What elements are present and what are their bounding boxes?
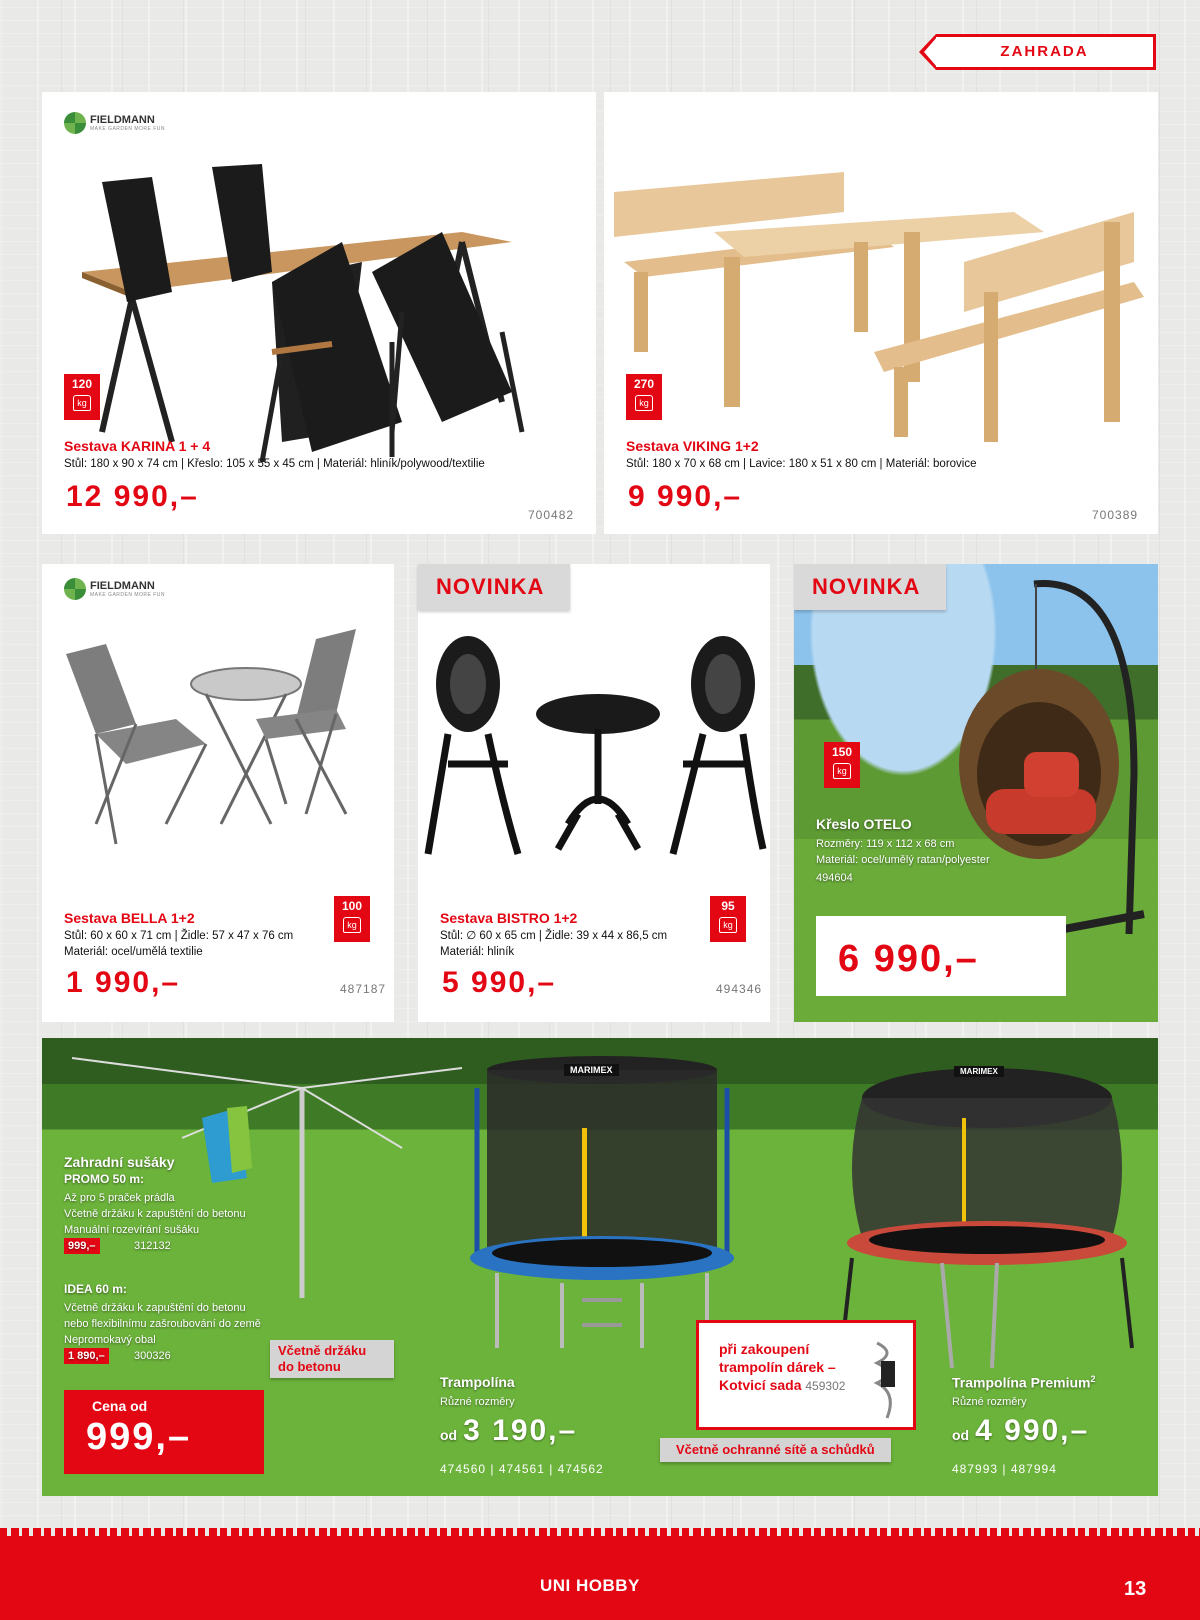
promo-code: 312132 <box>134 1240 171 1252</box>
product-desc: Rozměry: 119 x 112 x 68 cm <box>816 838 955 850</box>
weight-badge <box>334 896 370 942</box>
weight-icon: kg <box>635 395 653 411</box>
product-title: Sestava VIKING 1+2 <box>626 438 759 454</box>
gift-code: 459302 <box>805 1379 846 1393</box>
weight-badge <box>824 742 860 788</box>
product-price: 12 990,– <box>66 480 199 513</box>
weight-value: 100 <box>341 899 363 913</box>
od-label: od <box>440 1427 458 1443</box>
gift-line: při zakoupení <box>719 1341 810 1357</box>
product-material: Materiál: ocel/umělá textilie <box>64 946 203 958</box>
product-card-karina[interactable] <box>42 92 596 534</box>
product-desc: Stůl: ∅ 60 x 65 cm | Židle: 39 x 44 x 86,5 cm <box>440 930 668 942</box>
product-card-bistro[interactable] <box>418 564 770 1022</box>
promo-line: Až pro 5 praček prádla <box>64 1192 175 1204</box>
bistro-set-image <box>418 634 770 874</box>
gift-name <box>719 1377 845 1393</box>
from-price: 999,– <box>86 1416 192 1458</box>
section-label: ZAHRADA <box>1000 43 1089 60</box>
idea-code: 300326 <box>134 1350 171 1362</box>
section-tag <box>936 34 1156 70</box>
premium-price: 4 990,– <box>975 1414 1090 1447</box>
trampoline-image <box>462 1048 742 1358</box>
product-card-viking[interactable] <box>604 92 1158 534</box>
idea-title: IDEA 60 m: <box>64 1282 127 1296</box>
product-code: 700482 <box>528 508 575 522</box>
promo-line: Manuální rozevírání sušáku <box>64 1224 200 1236</box>
trampoline-codes: 474560 | 474561 | 474562 <box>440 1462 604 1476</box>
weight-value: 120 <box>71 377 93 391</box>
weight-icon: kg <box>73 395 91 411</box>
weight-icon: kg <box>719 917 737 933</box>
marimex-label: MARIMEX <box>564 1064 619 1076</box>
fieldmann-leaf-icon <box>64 112 86 134</box>
otelo-chair-image <box>944 574 1158 954</box>
trampoline-price: 3 190,– <box>463 1414 578 1447</box>
product-title: Křeslo OTELO <box>816 816 912 832</box>
unihobby-logo[interactable] <box>540 1576 660 1602</box>
product-price: 5 990,– <box>442 966 557 999</box>
promo-title: PROMO 50 m: <box>64 1172 145 1186</box>
product-desc: Stůl: 60 x 60 x 71 cm | Židle: 57 x 47 x 76 cm <box>64 930 294 942</box>
premium-title-text: Trampolína Premium <box>952 1374 1091 1391</box>
product-card-otelo[interactable] <box>794 564 1158 1022</box>
page-number: 13 <box>1124 1578 1147 1600</box>
trampoline-price-row <box>440 1414 577 1448</box>
product-desc: Stůl: 180 x 90 x 74 cm | Křeslo: 105 x 55 x 45 cm | Materiál: hliník/polywood/textilie <box>64 458 485 470</box>
weight-badge <box>710 896 746 942</box>
novinka-badge: NOVINKA <box>794 564 946 610</box>
dryer-price-box <box>64 1390 264 1474</box>
fieldmann-leaf-icon <box>64 578 86 600</box>
product-code: 700389 <box>1092 508 1139 522</box>
novinka-badge: NOVINKA <box>418 564 570 610</box>
premium-sub: Různé rozměry <box>952 1396 1027 1408</box>
brand-tagline: MAKE GARDEN MORE FUN <box>90 592 166 598</box>
product-title: Sestava KARINA 1 + 4 <box>64 438 211 454</box>
marimex-label-premium: MARIMEX <box>954 1066 1004 1077</box>
from-label: Cena od <box>92 1398 148 1414</box>
product-price: 6 990,– <box>838 938 979 980</box>
holder-badge-line: do betonu <box>278 1359 341 1374</box>
promo-price: 999,– <box>64 1238 100 1254</box>
holder-badge <box>270 1340 394 1378</box>
weight-value: 150 <box>831 745 853 759</box>
brand-name: FIELDMANN <box>90 580 155 592</box>
idea-price: 1 890,– <box>64 1348 109 1364</box>
gift-line: trampolín dárek – <box>719 1359 836 1375</box>
brand-name: FIELDMANN <box>90 114 155 126</box>
weight-icon: kg <box>343 917 361 933</box>
product-material: Materiál: ocel/umělý ratan/polyester <box>816 854 990 866</box>
weight-badge <box>626 374 662 420</box>
product-code: 494604 <box>816 872 853 884</box>
holder-badge-line: Včetně držáku <box>278 1343 367 1358</box>
product-title: Sestava BISTRO 1+2 <box>440 910 578 926</box>
weight-icon: kg <box>833 763 851 779</box>
brand-logo <box>64 112 165 134</box>
weight-value: 270 <box>633 377 655 391</box>
idea-line: Včetně držáku k zapuštění do betonu <box>64 1302 246 1314</box>
od-label: od <box>952 1427 970 1443</box>
premium-price-row <box>952 1414 1089 1448</box>
premium-codes: 487993 | 487994 <box>952 1462 1057 1476</box>
logo-text: UNI HOBBY <box>540 1576 640 1595</box>
anchor-kit-icon <box>867 1333 907 1423</box>
product-code: 494346 <box>716 982 763 996</box>
viking-set-image <box>604 152 1158 452</box>
brand-logo <box>64 578 165 600</box>
trampoline-banner <box>42 1038 1158 1496</box>
gift-box <box>696 1320 916 1430</box>
trampoline-sub: Různé rozměry <box>440 1396 515 1408</box>
idea-line: Nepromokavý obal <box>64 1334 156 1346</box>
weight-badge <box>64 374 100 420</box>
product-code: 487187 <box>340 982 387 996</box>
karina-set-image <box>72 132 582 462</box>
product-desc: Stůl: 180 x 70 x 68 cm | Lavice: 180 x 51 x 80 cm | Materiál: borovice <box>626 458 977 470</box>
product-price: 9 990,– <box>628 480 743 513</box>
net-badge: Včetně ochranné sítě a schůdků <box>660 1438 891 1462</box>
price-box <box>816 916 1066 996</box>
trampoline-title: Trampolína <box>440 1374 515 1390</box>
brand-tagline: MAKE GARDEN MORE FUN <box>90 126 166 132</box>
promo-line: Včetně držáku k zapuštění do betonu <box>64 1208 246 1220</box>
product-title: Sestava BELLA 1+2 <box>64 910 195 926</box>
premium-title <box>952 1374 1096 1391</box>
premium-superscript: 2 <box>1090 1374 1096 1384</box>
dryer-title: Zahradní sušáky <box>64 1154 175 1170</box>
weight-value: 95 <box>721 899 735 913</box>
product-price: 1 990,– <box>66 966 181 999</box>
idea-line: nebo flexibilnímu zašroubování do země <box>64 1318 261 1330</box>
bella-set-image <box>56 624 386 854</box>
product-card-bella[interactable] <box>42 564 394 1022</box>
gift-name-label: Kotvicí sada <box>719 1377 802 1393</box>
product-material: Materiál: hliník <box>440 946 515 958</box>
